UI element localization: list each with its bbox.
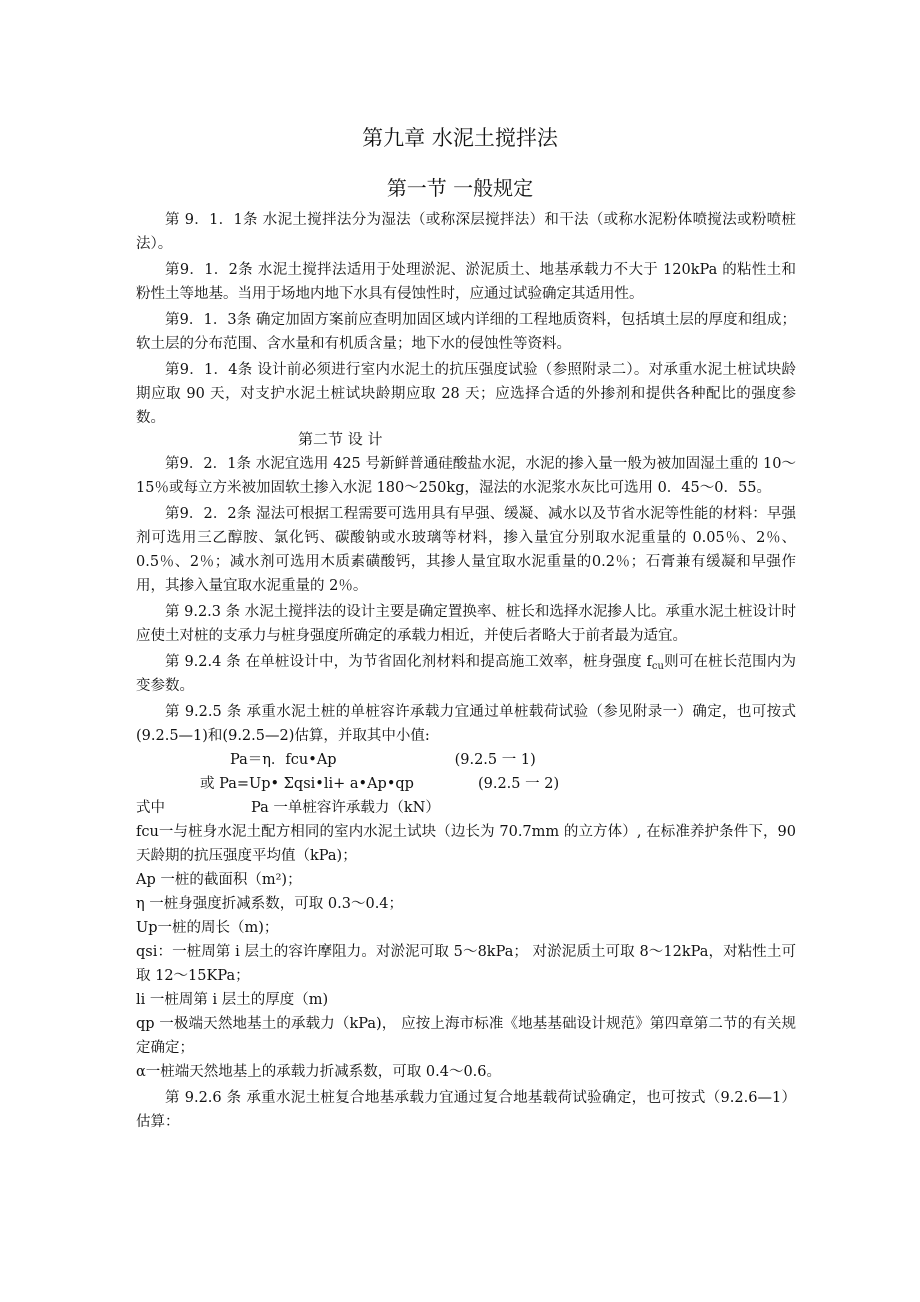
article-9-1-2: 第9．1．2条 水泥土搅拌法适用于处理淤泥、淤泥质土、地基承载力不大于 120kPa 的粘性土和粉性土等地基。当用于场地内地下水具有侵蚀性时，应通过试验确定其适用性。 bbox=[136, 262, 796, 302]
definition-eta: η 一桩身强度折减系数，可取 0.3～0.4； bbox=[136, 896, 404, 912]
where-clause bbox=[136, 796, 796, 820]
article-9-2-4-text-a: 第 9.2.4 条 在单桩设计中，为节省固化剂材料和提高施工效率，桩身强度 f bbox=[165, 654, 652, 670]
definition-up: Up一桩的周长（m)； bbox=[136, 920, 279, 936]
where-label: 式中 bbox=[136, 800, 165, 816]
section2-spacer bbox=[136, 430, 796, 452]
formula-2-text: 或 Pa=Up• Σqsi•li+ a•Ap•qp bbox=[200, 776, 414, 792]
definition-fcu-text: 一与桩身水泥土配方相同的室内水泥土试块（边长为 70.7mm 的立方体）, 在标准养护条件下，90 天龄期的抗压强度平均值（kPa)； bbox=[136, 824, 796, 864]
document-body bbox=[136, 208, 796, 1134]
section2-title: 第二节 设 计 bbox=[298, 430, 383, 448]
definition-fcu bbox=[136, 820, 796, 868]
definition-li: li 一桩周第 i 层土的厚度（m) bbox=[136, 992, 329, 1008]
section1-title: 第一节 一般规定 bbox=[386, 176, 534, 200]
article-9-2-4-subscript: cu bbox=[651, 661, 664, 672]
article-9-1-4: 第9．1．4条 设计前必须进行室内水泥土的抗压强度试验（参照附录二）。对承重水泥土桩试块龄期应取 90 天，对支护水泥土桩试块龄期应取 28 天；应选择合适的外掺剂和提供各种配比的强度参数。 bbox=[136, 362, 796, 426]
formula-1 bbox=[136, 748, 796, 772]
article-9-2-1: 第9．2．1条 水泥宜选用 425 号新鲜普通硅酸盐水泥，水泥的掺入量一般为被加固湿土重的 10～15％或每立方米被加固软土掺入水泥 180～250kg，湿法的水泥浆水灰比可选用 0．45～0．55。 bbox=[136, 456, 796, 496]
article-9-2-3: 第 9.2.3 条 水泥土搅拌法的设计主要是确定置换率、桩长和选择水泥掺人比。承重水泥土桩设计时应使土对桩的支承力与桩身强度所确定的承载力相近，并使后者略大于前者最为适宜。 bbox=[136, 604, 796, 644]
formula-2 bbox=[136, 772, 796, 796]
formula-1-text: Pa＝η．fcu•Ap bbox=[230, 752, 337, 768]
definition-qp: qp 一极端天然地基土的承载力（kPa)， 应按上海市标准《地基基础设计规范》第四章第二节的有关规定确定； bbox=[136, 1016, 796, 1056]
article-9-2-2: 第9．2．2条 湿法可根据工程需要可选用具有早强、缓凝、减水以及节省水泥等性能的材料：早强剂可选用三乙醇胺、氯化钙、碳酸钠或水玻璃等材料，掺入量宜分别取水泥重量的 0.05％、2％、0.5％、2％；减水剂可选用木质素磺酸钙，其掺人量宜取水泥重量的0.2％；石膏兼有缓凝和早强作用，其掺入量宜取水泥重量的 2％。 bbox=[136, 506, 796, 594]
definition-qsi: qsi：一桩周第 i 层土的容许摩阻力。对淤泥可取 5～8kPa； 对淤泥质土可取 8～12kPa，对粘性土可取 12～15KPa； bbox=[136, 944, 796, 984]
article-9-2-6: 第 9.2.6 条 承重水泥土桩复合地基承载力宜通过复合地基载荷试验确定，也可按式（9.2.6—1）估算： bbox=[136, 1090, 796, 1130]
definition-alpha: α一桩端天然地基上的承载力折减系数，可取 0.4～0.6。 bbox=[136, 1064, 502, 1080]
article-9-2-5: 第 9.2.5 条 承重水泥土桩的单桩容许承载力宜通过单桩载荷试验（参见附录一）确定，也可按式(9.2.5—1)和(9.2.5—2)估算，并取其中小值: bbox=[136, 704, 796, 744]
chapter-title: 第九章 水泥土搅拌法 bbox=[362, 126, 558, 150]
article-9-1-1: 第 9．1．1条 水泥土搅拌法分为湿法（或称深层搅拌法）和干法（或称水泥粉体喷搅法或粉喷桩法）。 bbox=[136, 212, 796, 252]
formula-2-number: (9.2.5 一 2) bbox=[477, 776, 560, 792]
definition-pa: Pa 一单桩容许承载力（kN） bbox=[251, 800, 440, 816]
article-9-2-4 bbox=[136, 650, 796, 698]
article-9-1-3: 第9．1．3条 确定加固方案前应查明加固区域内详细的工程地质资料，包括填土层的厚度和组成；软土层的分布范围、含水量和有机质含量；地下水的侵蚀性等资料。 bbox=[136, 312, 796, 352]
definition-fcu-symbol: fcu bbox=[136, 824, 159, 840]
formula-1-number: (9.2.5 一 1) bbox=[454, 752, 536, 768]
definition-ap: Ap 一桩的截面积（m²)； bbox=[136, 872, 302, 888]
article-9-2-4-text-b: 则可在桩长范围内为变参数。 bbox=[136, 654, 797, 694]
